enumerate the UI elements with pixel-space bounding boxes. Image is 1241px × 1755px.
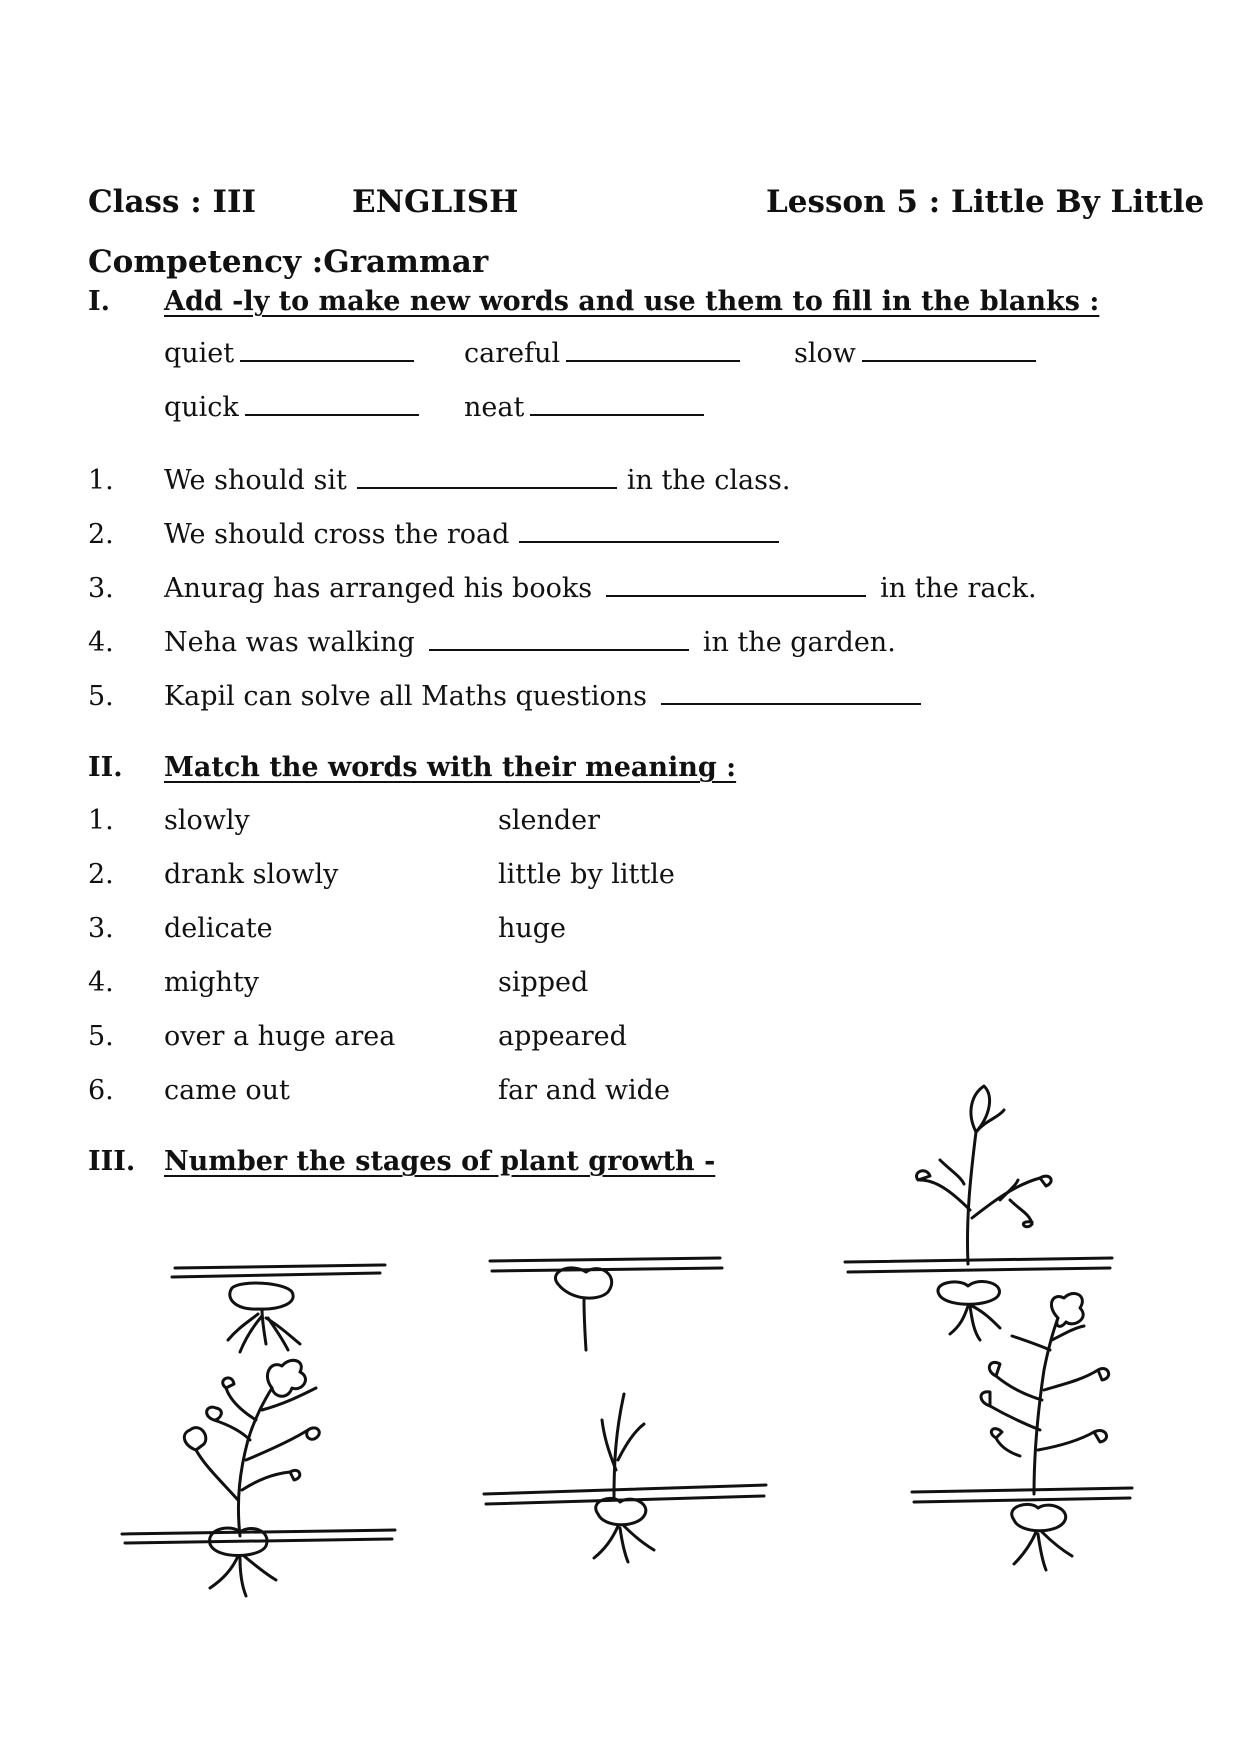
match-meaning: huge — [498, 913, 567, 944]
match-word: mighty — [164, 967, 260, 998]
match-number: 4. — [88, 967, 114, 998]
sentence-text: We should sit — [164, 465, 347, 496]
match-word: came out — [164, 1075, 290, 1106]
match-word: delicate — [164, 913, 273, 944]
section-3-instruction: Number the stages of plant growth - — [164, 1146, 716, 1177]
class-label: Class : III — [88, 184, 256, 220]
match-meaning: appeared — [498, 1021, 627, 1052]
word-label: quiet — [164, 338, 235, 369]
match-number: 1. — [88, 805, 114, 836]
sprouting-seed-illustration — [490, 1258, 722, 1350]
match-meaning: slender — [498, 805, 601, 836]
young-plant-illustration — [845, 1086, 1112, 1340]
match-word: over a huge area — [164, 1021, 396, 1052]
match-word: drank slowly — [164, 859, 339, 890]
sentence-number: 3. — [88, 573, 114, 604]
section-2-instruction: Match the words with their meaning : — [164, 752, 737, 783]
sentence-number: 1. — [88, 465, 114, 496]
match-meaning: little by little — [498, 859, 675, 890]
match-meaning: far and wide — [498, 1075, 670, 1106]
section-1-instruction: Add -ly to make new words and use them to fill in the blanks : — [164, 286, 1100, 317]
word-label: neat — [464, 392, 525, 423]
match-number: 5. — [88, 1021, 114, 1052]
sentence-number: 5. — [88, 681, 114, 712]
section-1-numeral: I. — [88, 286, 111, 317]
word-label: quick — [164, 392, 239, 423]
lesson-title: Lesson 5 : Little By Little — [766, 184, 1205, 220]
shoot-plant-illustration — [484, 1394, 766, 1562]
flowering-plant-illustration — [122, 1360, 395, 1596]
seed-with-roots-illustration — [172, 1265, 385, 1352]
sentence-number: 4. — [88, 627, 114, 658]
sentence-text: in the rack. — [880, 573, 1037, 604]
sentence-text: Kapil can solve all Maths questions — [164, 681, 648, 712]
match-word: slowly — [164, 805, 250, 836]
sentence-text: Anurag has arranged his books — [164, 573, 593, 604]
match-number: 6. — [88, 1075, 114, 1106]
word-label: slow — [794, 338, 856, 369]
sentence-text: We should cross the road — [164, 519, 510, 550]
full-grown-plant-illustration — [912, 1293, 1132, 1570]
subject-title: ENGLISH — [352, 184, 519, 220]
match-meaning: sipped — [498, 967, 589, 998]
match-number: 3. — [88, 913, 114, 944]
section-2-numeral: II. — [88, 752, 123, 783]
match-number: 2. — [88, 859, 114, 890]
competency-label: Competency :Grammar — [88, 244, 489, 280]
sentence-text: in the class. — [626, 465, 791, 496]
word-label: careful — [464, 338, 561, 369]
section-3-numeral: III. — [88, 1146, 136, 1177]
sentence-text: in the garden. — [702, 627, 896, 658]
sentence-text: Neha was walking — [164, 627, 415, 658]
sentence-number: 2. — [88, 519, 114, 550]
